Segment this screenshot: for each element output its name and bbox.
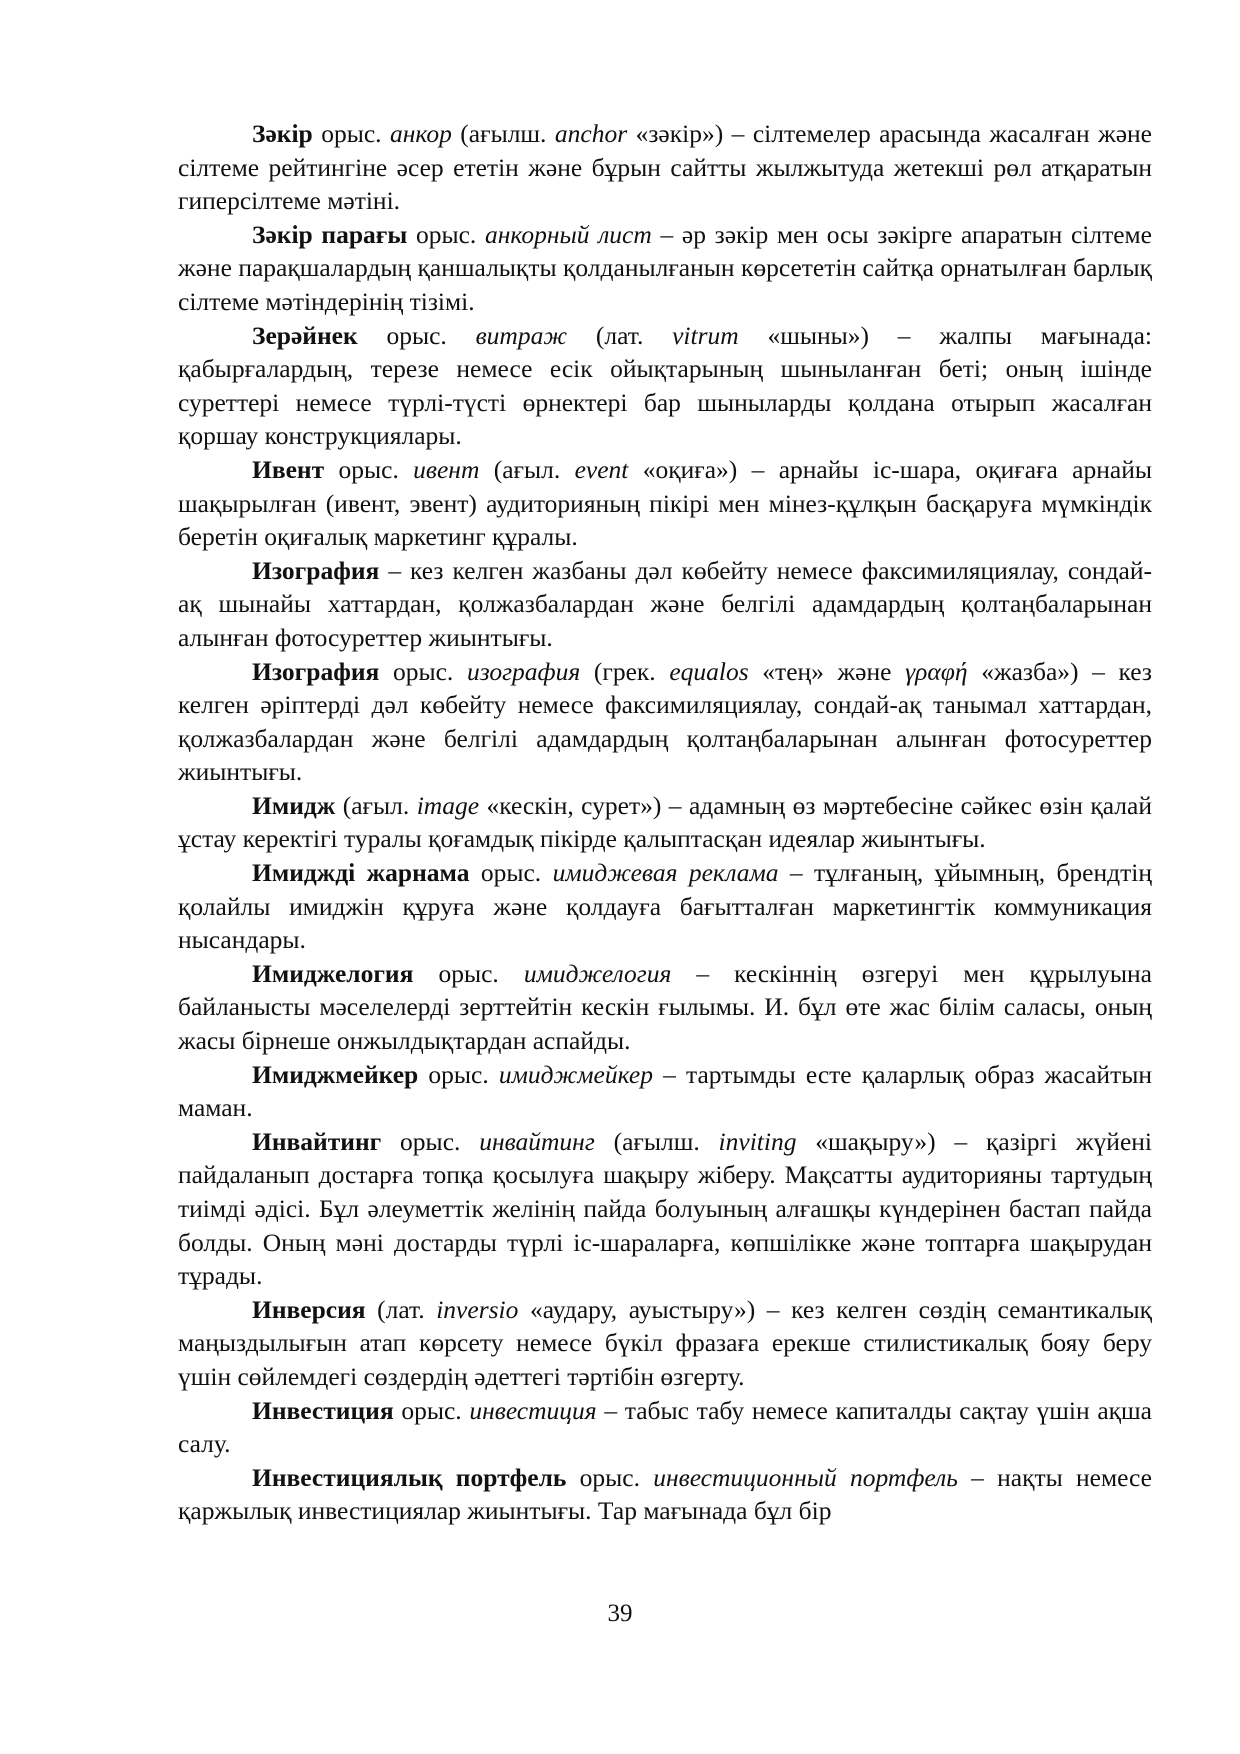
page-number: 39 <box>607 1600 633 1627</box>
entry-foreign-term: event <box>574 454 629 484</box>
entry-text: – нақты немесе қаржылық инвестициялар жиынтығы. Тар мағынада бұл бір <box>178 1462 1152 1526</box>
glossary-entry <box>178 957 1152 1058</box>
glossary-entry <box>178 218 1152 319</box>
entry-term: Имиджелогия <box>252 958 414 988</box>
entry-term: Инвестициялық портфель <box>252 1462 567 1492</box>
entry-text: – әр зәкір мен осы зәкірге апаратын сілтеме және парақшалардың қаншалықты қолданылғанын көрсететін сайтқа орнатылған барлық сілтеме мәтіндерінің тізімі. <box>178 219 1152 316</box>
entry-foreign-term: анкор <box>389 119 452 148</box>
entry-text: (грек. <box>580 656 670 686</box>
entry-term: Имиджді жарнама <box>252 858 470 888</box>
entry-term: Изография <box>252 555 380 585</box>
entry-foreign-term: инвестиционный портфель <box>653 1462 958 1492</box>
entry-text: орыс. <box>393 1395 470 1425</box>
entry-text: (ағыл. <box>479 454 575 484</box>
entry-text: «тең» және <box>748 656 906 686</box>
entry-text: «шақыру») – қазіргі жүйені пайдаланып достарға топқа қосылуға шақыру жіберу. Мақсатты аудиторияны тартудың тиімді әдісі. Бұл әлеуметтік желінің пайда болуының алғашқы күндерінен бастап пайда болды. Оның мәні достарды түрлі іс-шараларға, көпшілікке және топтарға шақырудан тұрады. <box>178 1126 1152 1291</box>
entry-foreign-term: inversio <box>436 1294 519 1324</box>
entry-text: орыс. <box>381 1126 480 1156</box>
glossary-entry <box>178 856 1152 957</box>
entry-foreign-term: витраж <box>475 320 568 350</box>
entry-text: (лат. <box>365 1294 437 1324</box>
entry-foreign-term: анкорный лист <box>484 219 652 249</box>
glossary-entry <box>178 789 1152 856</box>
entry-term: Зәкір <box>252 119 313 148</box>
entry-text: орыс. <box>407 219 485 249</box>
document-body <box>178 117 1152 1528</box>
entry-text: (лат. <box>567 320 673 350</box>
entry-foreign-term: γραφή <box>905 656 968 686</box>
glossary-entry <box>178 655 1152 789</box>
entry-text: – тұлғаның, ұйымның, брендтің қолайлы имиджін құруға және қолдауға бағытталған маркетингтік коммуникация нысандары. <box>178 858 1152 955</box>
entry-text: «оқиға») – арнайы іс-шара, оқиғаға арнайы шақырылған (ивент, эвент) аудиторияның пікірі мен мінез-құлқын басқаруға мүмкіндік беретін оқиғалық маркетинг құралы. <box>178 454 1152 552</box>
entry-term: Зерәйнек <box>252 320 358 350</box>
entry-foreign-term: ивент <box>413 454 480 484</box>
entry-foreign-term: изография <box>466 656 581 686</box>
entry-text: орыс. <box>357 320 476 350</box>
entry-text: – кескіннің өзгеруі мен құрылуына байланысты мәселелерді зерттейтін кескін ғылымы. И. бұл өте жас білім саласы, оның жасы бірнеше онжылдықтардан аспайды. <box>178 958 1153 1056</box>
entry-term: Изография <box>252 656 380 686</box>
entry-text: – тартымды есте қаларлық образ жасайтын маман. <box>178 1059 1152 1123</box>
glossary-entry <box>178 453 1152 554</box>
entry-text: (ағылш. <box>451 119 555 148</box>
entry-text: орыс. <box>379 656 467 686</box>
entry-text: «зәкір») – сілтемелер арасында жасалған және сілтеме рейтингіне әсер ететін және бұрын сайтты жылжытуда жетекші рөл атқаратын гиперсілтеме мәтіні. <box>178 119 1152 216</box>
entry-text: орыс. <box>324 454 414 484</box>
glossary-entry <box>178 1125 1152 1293</box>
entry-foreign-term: vitrum <box>672 320 739 350</box>
entry-text: орыс. <box>469 858 553 888</box>
entry-term: Имиджмейкер <box>252 1059 419 1089</box>
entry-text: орыс. <box>413 958 524 988</box>
entry-text: «кескін, сурет») – адамның өз мәртебесіне сәйкес өзін қалай ұстау керектігі туралы қоғамдық пікірде қалыптасқан идеялар жиынтығы. <box>178 790 1152 854</box>
entry-text: – кез келген жазбаны дәл көбейту немесе факсимиляциялау, сондай-ақ шынайы хаттардан, қолжазбалардан және белгілі адамдардың қолтаңбаларынан алынған фотосуреттер жиынтығы. <box>178 555 1152 652</box>
entry-text: «жазба») – кез келген әріптерді дәл көбейту немесе факсимиляциялау, сондай-ақ танымал хаттардан, қолжазбалардан және белгілі адамдардың қолтаңбаларынан алынған фотосуреттер жиынтығы. <box>178 656 1153 787</box>
entry-foreign-term: equalos <box>669 656 749 686</box>
glossary-entry <box>178 117 1152 218</box>
glossary-entry <box>178 1461 1152 1528</box>
entry-text: «шыны») – жалпы мағынада: қабырғалардың, терезе немесе есік ойықтарының шыныланған беті; оның ішінде суреттері немесе түрлі-түсті өрнектері бар шыныларды қолдана отырып жасалған қоршау конструкциялары. <box>178 320 1152 451</box>
entry-foreign-term: инвайтинг <box>479 1126 595 1156</box>
entry-text: орыс. <box>312 119 390 148</box>
entry-foreign-term: inviting <box>718 1126 797 1156</box>
entry-foreign-term: инвестиция <box>469 1395 597 1425</box>
entry-foreign-term: anchor <box>554 119 628 148</box>
glossary-entry <box>178 1293 1152 1394</box>
entry-foreign-term: имиджевая реклама <box>552 858 779 888</box>
entry-text: орыс. <box>418 1059 499 1089</box>
entry-text: «аудару, ауыстыру») – кез келген сөздің семантикалық маңыздылығын атап көрсету немесе бүкіл фразаға ерекше стилистикалық бояу беру үшін сөйлемдегі сөздердің әдеттегі тәртібін өзгерту. <box>178 1294 1152 1391</box>
entry-foreign-term: имиджелогия <box>523 958 672 988</box>
glossary-entry <box>178 554 1152 655</box>
entry-foreign-term: имиджмейкер <box>498 1059 653 1089</box>
entry-term: Инвестиция <box>252 1395 394 1425</box>
entry-text: (ағыл. <box>335 790 417 820</box>
entry-term: Имидж <box>252 790 336 820</box>
entry-text: (ағылш. <box>594 1126 719 1156</box>
entry-term: Ивент <box>252 454 325 484</box>
entry-text: орыс. <box>566 1462 654 1492</box>
glossary-entry <box>178 1394 1152 1461</box>
glossary-entry <box>178 319 1152 453</box>
glossary-entry <box>178 1058 1152 1125</box>
entry-term: Инверсия <box>252 1294 366 1324</box>
entry-term: Инвайтинг <box>252 1126 382 1156</box>
entry-text: – табыс табу немесе капиталды сақтау үшін ақша салу. <box>178 1395 1152 1459</box>
entry-term: Зәкір парағы <box>252 219 408 249</box>
entry-foreign-term: image <box>416 790 480 820</box>
